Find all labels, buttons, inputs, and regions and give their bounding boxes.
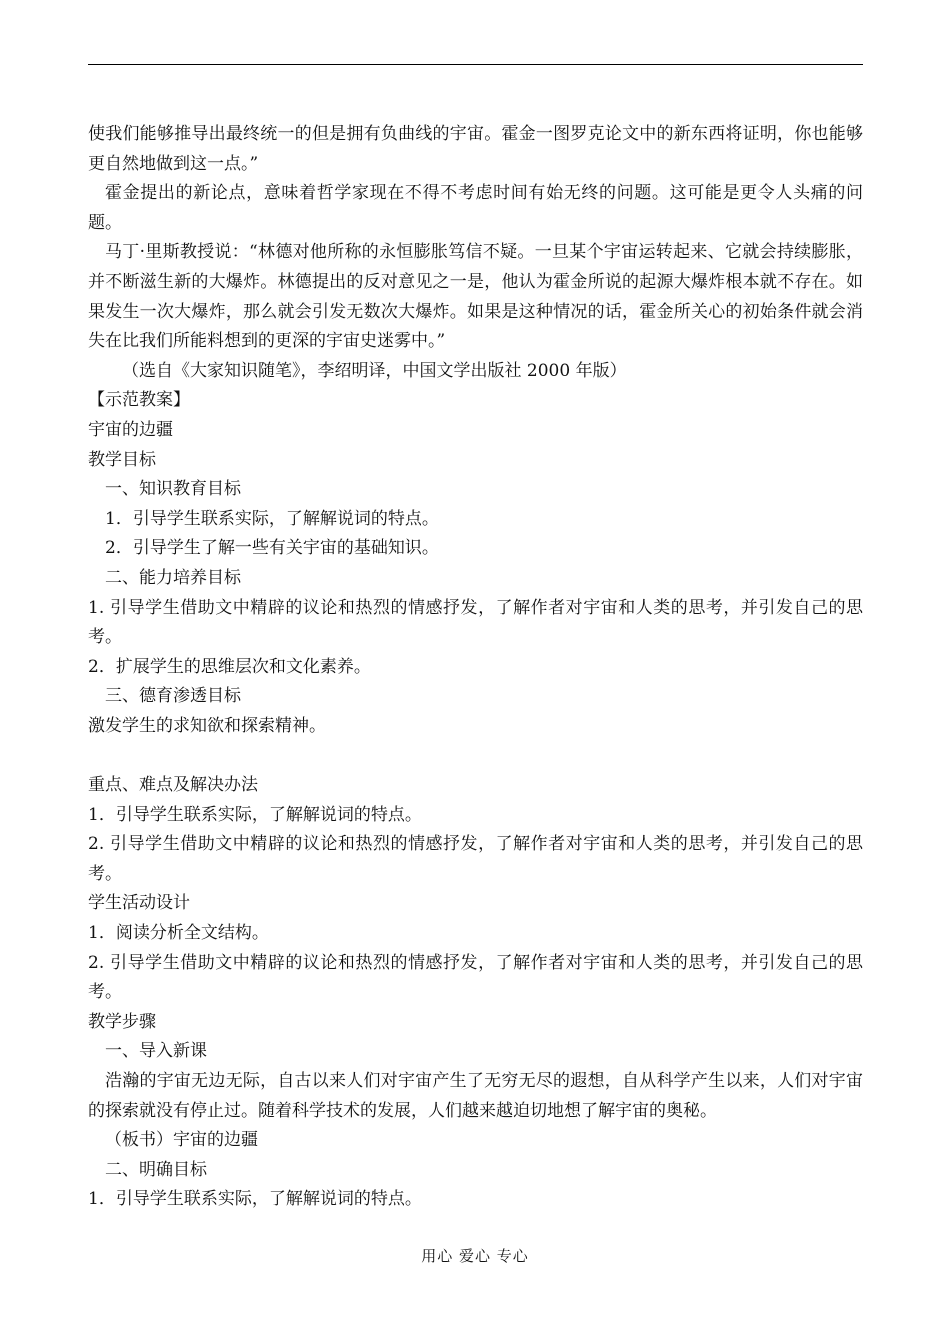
list-item: 1．阅读分析全文结构。 [88, 923, 269, 944]
paragraph-hawking-argument: 霍金提出的新论点，意味着哲学家现在不得不考虑时间有始无终的问题。这可能是更令人头痛的问题。 [88, 183, 863, 233]
subheading-knowledge-goals: 一、知识教育目标 [105, 479, 241, 500]
header-rule [88, 64, 863, 65]
paragraph-introduction: 浩瀚的宇宙无边无际，自古以来人们对宇宙产生了无穷无尽的遐想，自从科学产生以来，人们对宇宙的探索就没有停止过。随着科学技术的发展，人们越来越迫切地想了解宇宙的奥秘。 [88, 1071, 863, 1121]
heading-teaching-goals: 教学目标 [88, 449, 156, 470]
source-citation: （选自《大家知识随笔》，李绍明译，中国文学出版社 2000 年版） [122, 360, 627, 381]
list-item: 1．引导学生联系实际，了解解说词的特点。 [88, 1189, 422, 1210]
list-item: 1. 引导学生借助文中精辟的议论和热烈的情感抒发，了解作者对宇宙和人类的思考，并引发自己的思考。 [88, 597, 863, 648]
blank-line [88, 741, 863, 771]
document-body [88, 120, 863, 1215]
subheading-moral-goals: 三、德育渗透目标 [105, 686, 241, 707]
page-footer: 用心 爱心 专心 [421, 1247, 529, 1265]
list-item: 1．引导学生联系实际，了解解说词的特点。 [105, 508, 439, 529]
list-item: 2. 引导学生借助文中精辟的议论和热烈的情感抒发，了解作者对宇宙和人类的思考，并引发自己的思考。 [88, 834, 863, 884]
list-item: 激发学生的求知欲和探索精神。 [88, 715, 326, 736]
paragraph-rees-quote: 马丁·里斯教授说：“林德对他所称的永恒膨胀笃信不疑。一旦某个宇宙运转起来、它就会持续膨胀，并不断滋生新的大爆炸。林德提出的反对意见之一是，他认为霍金所说的起源大爆炸根本就不存在。如果发生一次大爆炸，那么就会引发无数次大爆炸。如果是这种情况的话，霍金所关心的初始条件就会消失在比我们所能料想到的更深的宇宙史迷雾中。” [88, 242, 863, 352]
list-item: 1．引导学生联系实际，了解解说词的特点。 [88, 804, 422, 825]
heading-key-points: 重点、难点及解决办法 [88, 775, 258, 796]
paragraph-quote-end: 使我们能够推导出最终统一的但是拥有负曲线的宇宙。霍金一图罗克论文中的新东西将证明，你也能够更自然地做到这一点。” [88, 124, 863, 174]
section-heading-lesson-plan: 【示范教案】 [88, 390, 190, 411]
subheading-introduction: 一、导入新课 [105, 1041, 207, 1062]
heading-teaching-steps: 教学步骤 [88, 1011, 156, 1032]
list-item: 2. 引导学生借助文中精辟的议论和热烈的情感抒发，了解作者对宇宙和人类的思考，并引发自己的思考。 [88, 952, 863, 1003]
list-item: 2．引导学生了解一些有关宇宙的基础知识。 [105, 538, 439, 559]
lesson-title: 宇宙的边疆 [88, 419, 173, 440]
heading-student-activities: 学生活动设计 [88, 893, 190, 914]
list-item: 2．扩展学生的思维层次和文化素养。 [88, 656, 371, 677]
subheading-ability-goals: 二、能力培养目标 [105, 567, 241, 588]
subheading-clarify-goals: 二、明确目标 [105, 1159, 207, 1180]
blackboard-note: （板书）宇宙的边疆 [105, 1130, 258, 1151]
